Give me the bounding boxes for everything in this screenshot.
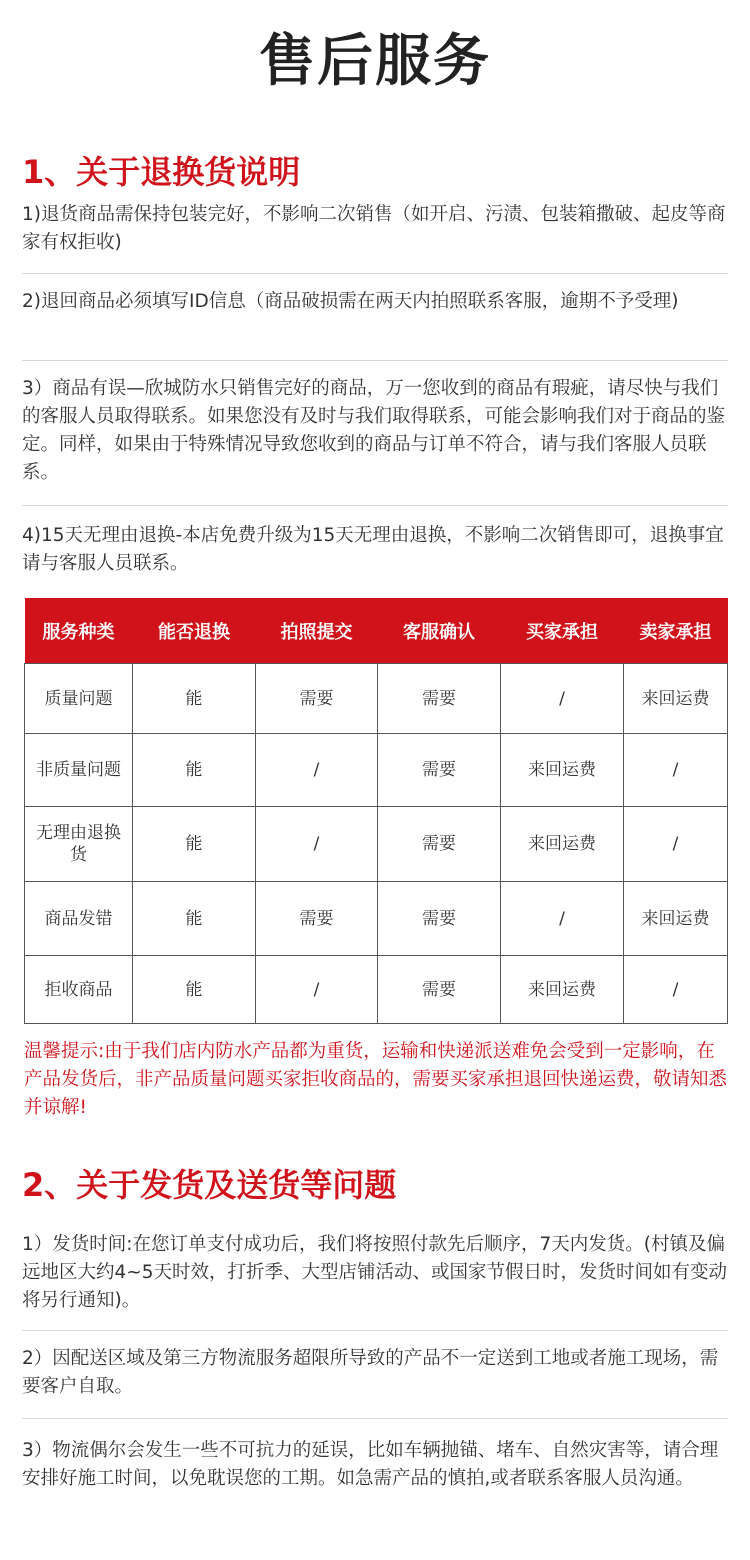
table-cell: 需要 bbox=[256, 882, 378, 956]
return-paragraph-1: 1)退货商品需保持包装完好，不影响二次销售（如开启、污渍、包装箱撒破、起皮等商家有权拒收) bbox=[22, 204, 726, 253]
table-cell: / bbox=[624, 807, 728, 882]
table-row bbox=[25, 807, 728, 882]
table-row bbox=[25, 882, 728, 956]
table-cell: / bbox=[501, 664, 624, 734]
table-cell: / bbox=[256, 734, 378, 807]
header-service-type: 服务种类 bbox=[25, 598, 133, 664]
table-cell: 能 bbox=[133, 664, 256, 734]
return-paragraph-4: 4)15天无理由退换-本店免费升级为15天无理由退换，不影响二次销售即可，退换事宜请与客服人员联系。 bbox=[22, 525, 724, 574]
warm-tip-notice: 温馨提示:由于我们店内防水产品都为重货，运输和快递派送难免会受到一定影响，在产品发货后，非产品质量问题买家拒收商品的，需要买家承担退回快递运费，敬请知悉并谅解! bbox=[24, 1041, 728, 1118]
section-heading-shipping: 2、关于发货及送货等问题 bbox=[22, 1166, 397, 1204]
table-cell: 拒收商品 bbox=[25, 956, 133, 1024]
table-cell: 能 bbox=[133, 734, 256, 807]
table-cell: 能 bbox=[133, 882, 256, 956]
table-header-row bbox=[25, 598, 728, 664]
table-cell: / bbox=[256, 807, 378, 882]
table-cell: 商品发错 bbox=[25, 882, 133, 956]
table-cell: 来回运费 bbox=[624, 882, 728, 956]
table-cell: 来回运费 bbox=[501, 807, 624, 882]
divider bbox=[22, 1418, 728, 1419]
header-buyer-pays: 买家承担 bbox=[501, 598, 624, 664]
table-row bbox=[25, 664, 728, 734]
header-photo-submit: 拍照提交 bbox=[256, 598, 378, 664]
table-cell: 需要 bbox=[378, 734, 501, 807]
header-seller-pays: 卖家承担 bbox=[624, 598, 728, 664]
shipping-paragraph-1: 1）发货时间:在您订单支付成功后，我们将按照付款先后顺序，7天内发货。(村镇及偏远地区大约4~5天时效，打折季、大型店铺活动、或国家节假日时，发货时间如有变动将另行通知)。 bbox=[22, 1234, 728, 1311]
table-cell: 能 bbox=[133, 807, 256, 882]
divider bbox=[22, 273, 728, 274]
page-title: 售后服务 bbox=[259, 29, 491, 94]
table-cell: 来回运费 bbox=[501, 734, 624, 807]
return-paragraph-3: 3）商品有误—欣城防水只销售完好的商品，万一您收到的商品有瑕疵，请尽快与我们的客服人员取得联系。如果您没有及时与我们取得联系，可能会影响我们对于商品的鉴定。同样，如果由于特殊情况导致您收到的商品与订单不符合，请与我们客服人员联系。 bbox=[22, 378, 726, 483]
shipping-paragraph-2: 2）因配送区域及第三方物流服务超限所导致的产品不一定送到工地或者施工现场，需要客户自取。 bbox=[22, 1348, 719, 1397]
divider bbox=[22, 505, 728, 506]
table-cell: 非质量问题 bbox=[25, 734, 133, 807]
table-cell: 能 bbox=[133, 956, 256, 1024]
header-service-confirm: 客服确认 bbox=[378, 598, 501, 664]
table-cell: 需要 bbox=[256, 664, 378, 734]
return-service-table bbox=[24, 598, 728, 1024]
table-cell: 需要 bbox=[378, 882, 501, 956]
divider bbox=[22, 360, 728, 361]
return-paragraph-2: 2)退回商品必须填写ID信息（商品破损需在两天内拍照联系客服，逾期不予受理) bbox=[22, 291, 679, 312]
section-heading-returns: 1、关于退换货说明 bbox=[22, 153, 301, 191]
shipping-paragraph-3: 3）物流偶尔会发生一些不可抗力的延误，比如车辆抛锚、堵车、自然灾害等，请合理安排好施工时间，以免耽误您的工期。如急需产品的慎拍,或者联系客服人员沟通。 bbox=[22, 1440, 719, 1489]
table-row bbox=[25, 734, 728, 807]
table-cell: 来回运费 bbox=[501, 956, 624, 1024]
table-cell: 来回运费 bbox=[624, 664, 728, 734]
table-row bbox=[25, 956, 728, 1024]
table-cell: 需要 bbox=[378, 664, 501, 734]
table-cell: 无理由退换货 bbox=[25, 807, 133, 882]
table-cell: / bbox=[256, 956, 378, 1024]
table-cell: 需要 bbox=[378, 807, 501, 882]
divider bbox=[22, 1330, 728, 1331]
table-cell: / bbox=[501, 882, 624, 956]
table-cell: 质量问题 bbox=[25, 664, 133, 734]
table-cell: / bbox=[624, 956, 728, 1024]
table-cell: 需要 bbox=[378, 956, 501, 1024]
table-cell: / bbox=[624, 734, 728, 807]
header-returnable: 能否退换 bbox=[133, 598, 256, 664]
